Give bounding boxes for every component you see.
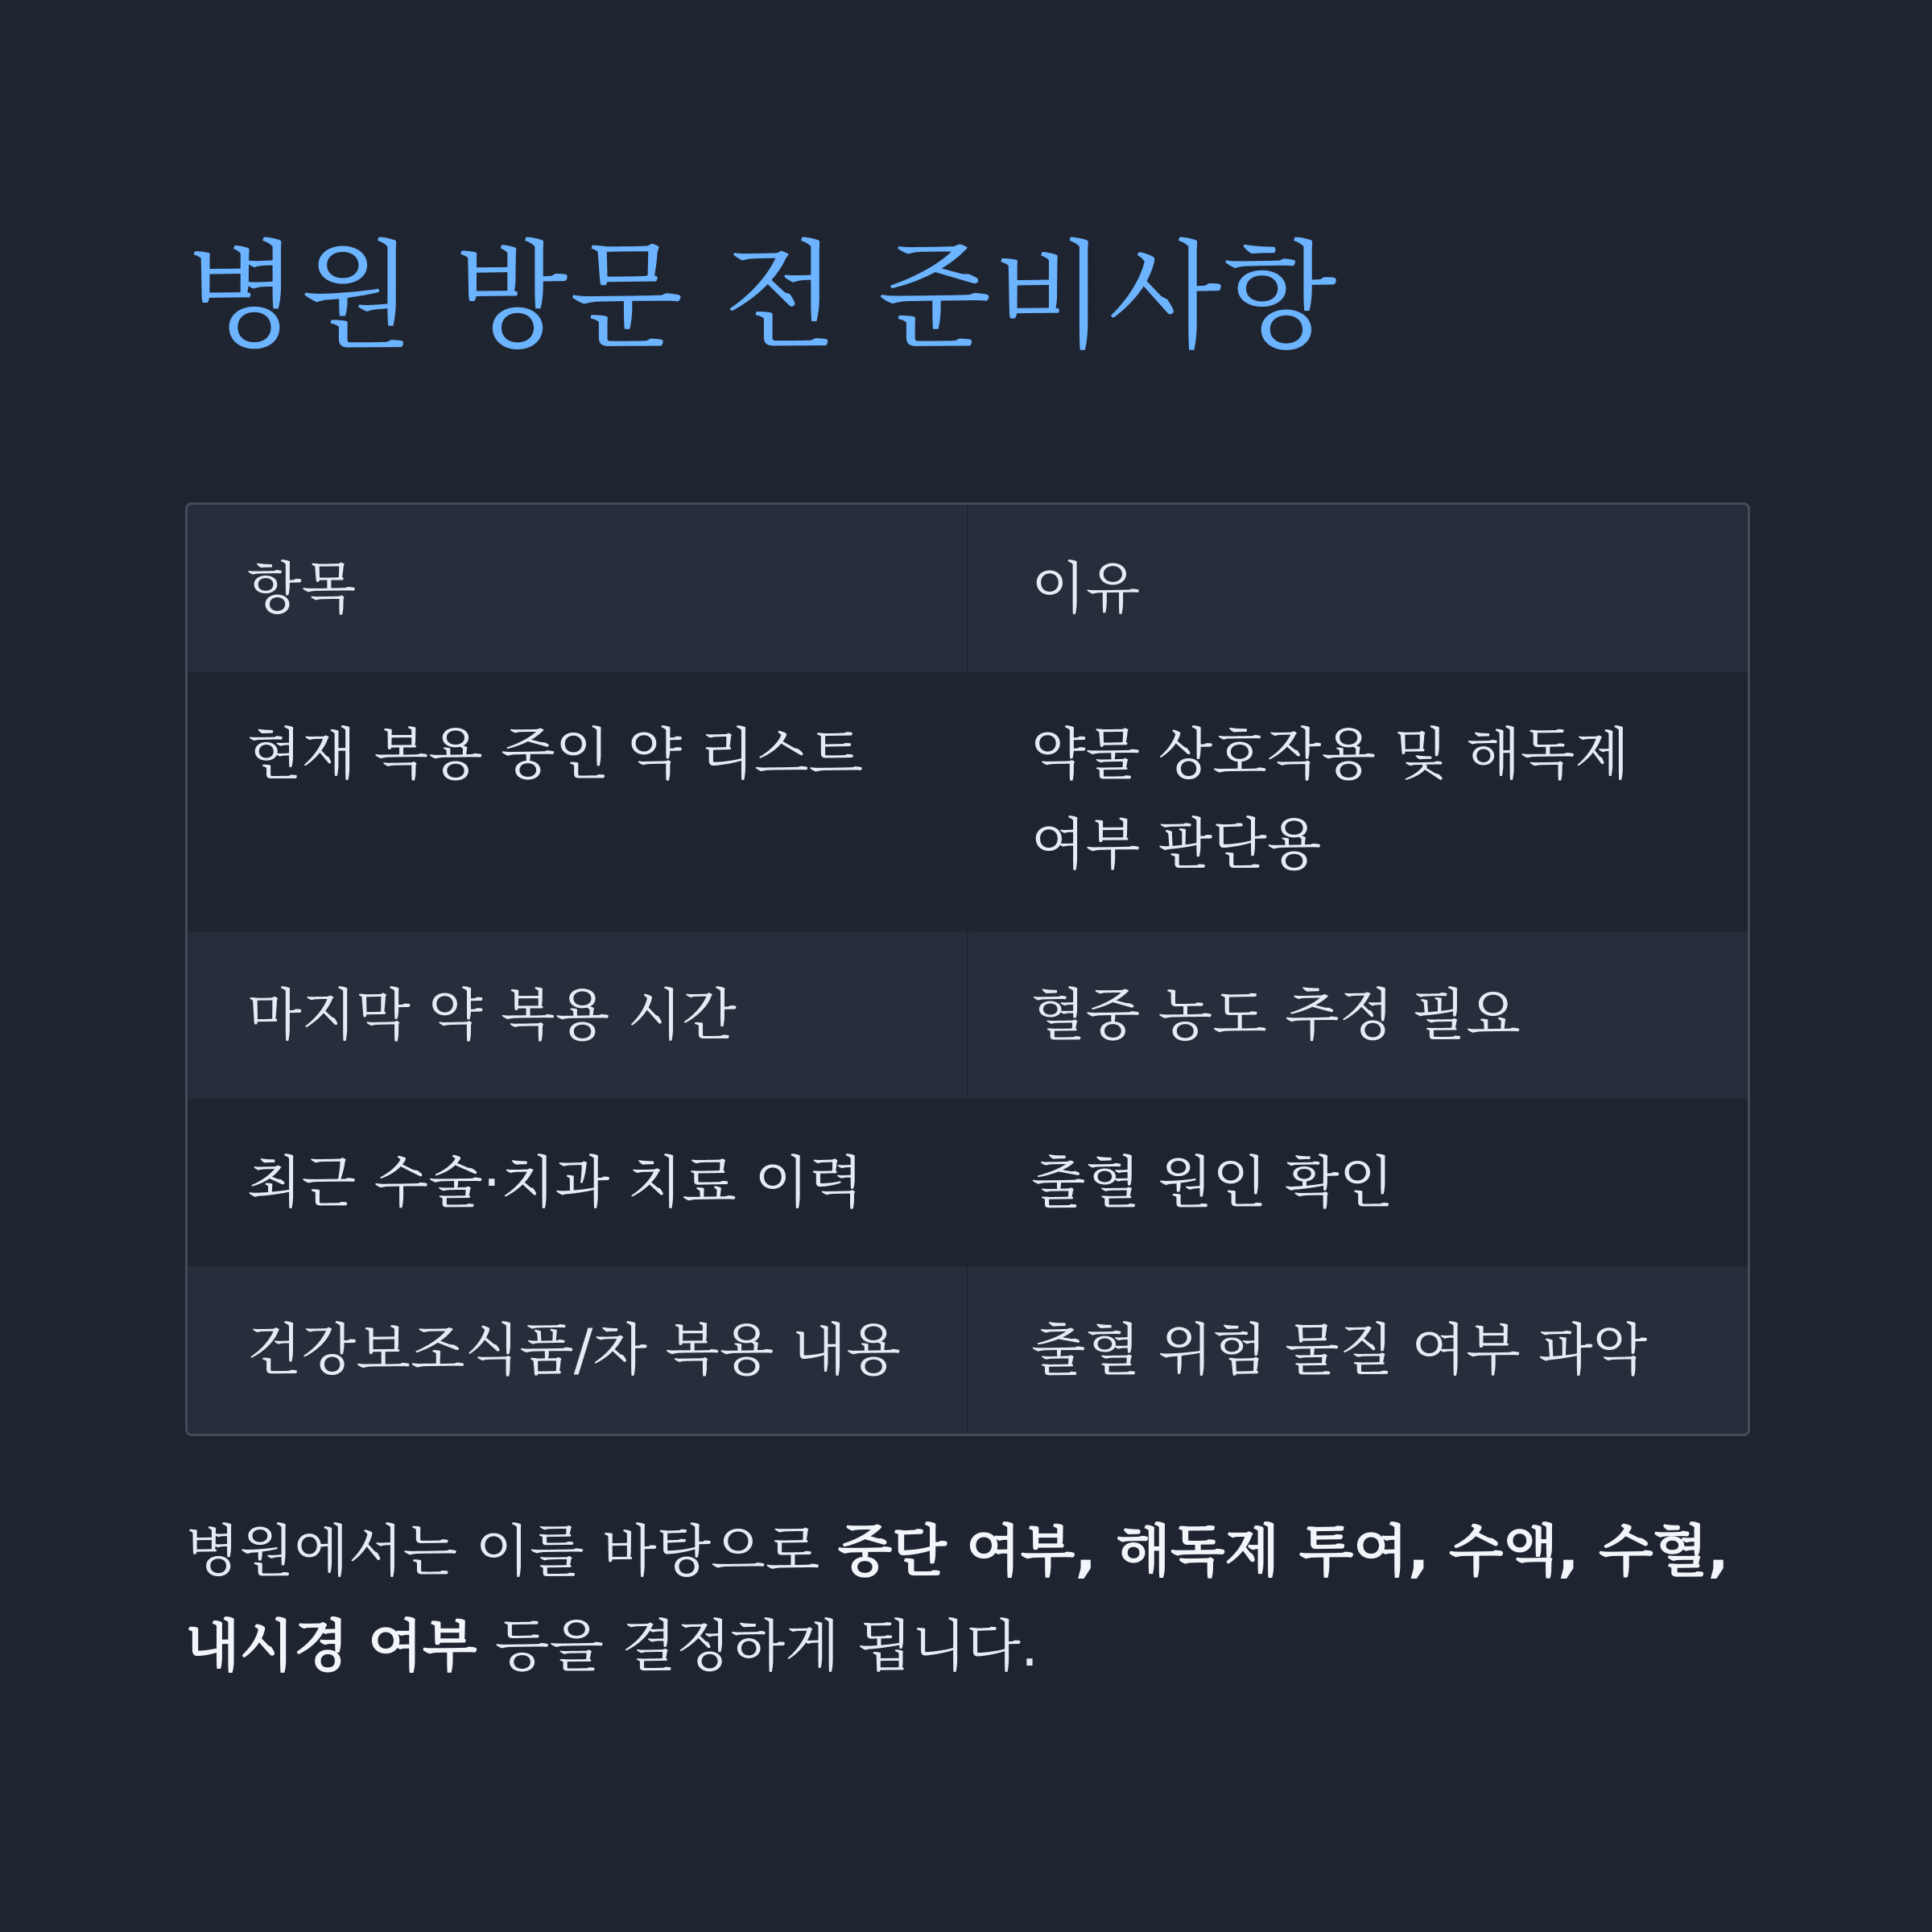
table-cell-reason: 출혈 원인 확인 [1031, 1150, 1394, 1216]
table-cell-reason: 약물 상호작용 및 해독제 여부 판단용 [1031, 721, 1629, 877]
header-cell-reason: 이유 [1031, 555, 1141, 621]
table-row [188, 1266, 1748, 1434]
table-row [188, 672, 1748, 931]
table-row [188, 1099, 1748, 1266]
note-suffix: 등을 결정하게 됩니다. [477, 1613, 1039, 1679]
note-emphasis: 중단 여부, 해독제 투여, 수액, 수혈, 내시경 여부 [185, 1518, 1729, 1679]
table-cell-item: 최근 수술·치과 치료 이력 [188, 1099, 968, 1266]
table-cell-reason: 출혈 위험 물질 여부 파악 [1031, 1317, 1648, 1383]
table-cell-item: 현재 복용 중인 약 리스트 [188, 672, 968, 931]
table-cell-reason: 혈중 농도 추정 필요 [1031, 982, 1521, 1048]
table-cell-item: 건강보조식품/차 복용 내용 [188, 1266, 968, 1434]
table-header-row [188, 505, 1748, 672]
page-title: 병원 방문 전 준비사항 [185, 229, 1339, 365]
table-cell-item: 마지막 약 복용 시간 [188, 931, 968, 1099]
note-prefix: 병원에서는 이를 바탕으로 [185, 1518, 838, 1584]
summary-note [185, 1504, 1750, 1694]
preparation-table [185, 502, 1750, 1436]
table-row [188, 931, 1748, 1099]
header-cell-item: 항목 [188, 505, 968, 672]
